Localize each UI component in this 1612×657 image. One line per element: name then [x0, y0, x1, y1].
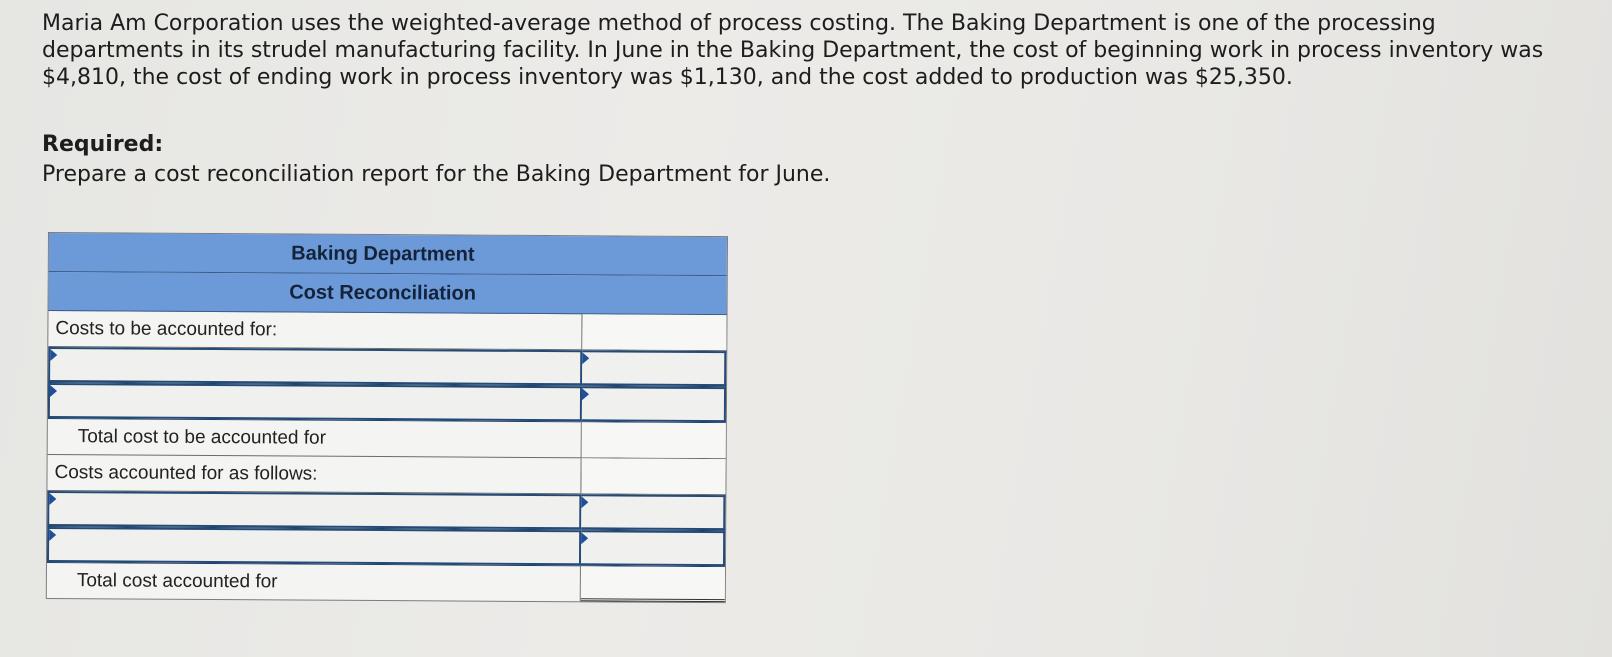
amount-cell	[582, 314, 726, 350]
total-accounted-row	[47, 563, 725, 602]
section-row-costs-to-account	[48, 311, 726, 351]
total-to-account-row	[48, 419, 726, 459]
dropdown-marker-icon	[582, 352, 589, 364]
label-input-cell[interactable]	[48, 347, 582, 385]
dropdown-marker-icon	[581, 496, 588, 508]
amount-input-cell[interactable]	[582, 386, 726, 422]
problem-statement	[42, 10, 1562, 91]
row-label: Total cost accounted for	[47, 563, 581, 601]
dropdown-marker-icon	[49, 529, 56, 541]
input-row	[48, 383, 726, 423]
amount-input-cell[interactable]	[581, 530, 725, 566]
input-row	[47, 527, 725, 567]
cost-reconciliation-table	[46, 232, 728, 603]
table-title: Baking Department	[49, 233, 727, 276]
required-instruction: Prepare a cost reconciliation report for the Baking Department for June.	[42, 162, 831, 187]
label-input-cell[interactable]	[47, 491, 581, 529]
row-label: Total cost to be accounted for	[48, 419, 582, 457]
input-row	[47, 491, 725, 531]
amount-input-cell[interactable]	[581, 566, 725, 602]
dropdown-marker-icon	[582, 388, 589, 400]
label-input-cell[interactable]	[47, 527, 581, 565]
table-subtitle: Cost Reconciliation	[49, 272, 727, 315]
dropdown-marker-icon	[581, 532, 588, 544]
input-row	[48, 347, 726, 387]
amount-input-cell[interactable]	[582, 350, 726, 386]
dropdown-marker-icon	[50, 349, 57, 361]
amount-cell	[581, 458, 725, 494]
dropdown-marker-icon	[49, 493, 56, 505]
required-heading: Required:	[42, 132, 164, 157]
row-label: Costs to be accounted for:	[48, 311, 582, 349]
problem-paragraph: Maria Am Corporation uses the weighted-average method of process costing. The Baking Department is one of the processing departments in its strudel manufacturing facility. In June in the Baking Department, the cost of beginning work in process inventory was $4,810, the cost of ending work in process inventory was $1,130, and the cost added to production was $25,350.	[42, 11, 1544, 90]
dropdown-marker-icon	[50, 385, 57, 397]
amount-input-cell[interactable]	[581, 494, 725, 530]
label-input-cell[interactable]	[48, 383, 582, 421]
section-row-costs-accounted	[47, 455, 725, 495]
row-label: Costs accounted for as follows:	[47, 455, 581, 493]
amount-input-cell[interactable]	[582, 422, 726, 458]
